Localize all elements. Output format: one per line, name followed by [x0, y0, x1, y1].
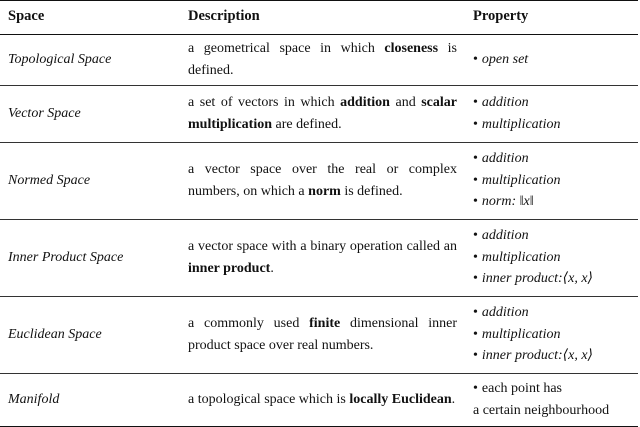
space-name: Euclidean Space	[0, 296, 182, 373]
space-name: Inner Product Space	[0, 219, 182, 296]
property-item	[473, 49, 638, 71]
bullet-icon: •	[473, 271, 478, 287]
header-row	[0, 1, 638, 35]
property-text: each point has	[481, 381, 562, 396]
property-list	[473, 49, 638, 71]
bullet-icon: •	[473, 326, 478, 342]
space-description	[182, 296, 465, 373]
description-segment: dimensional inner product space over real numbers.	[188, 316, 458, 353]
table-header	[0, 1, 638, 35]
property-text: inner product:⟨x, x⟩	[481, 271, 594, 287]
space-name: Topological Space	[0, 34, 182, 85]
space-name: Normed Space	[0, 142, 182, 219]
space-name: Vector Space	[0, 85, 182, 142]
property-item	[473, 191, 638, 213]
space-properties	[465, 219, 638, 296]
property-text: norm: ‖x‖	[481, 194, 534, 210]
bullet-icon: •	[473, 51, 478, 67]
table-row	[0, 85, 638, 142]
space-properties	[465, 85, 638, 142]
property-item	[473, 302, 638, 324]
description-segment: is defined.	[340, 183, 403, 199]
description-segment: a vector space with a binary operation called an	[188, 239, 457, 254]
description-segment: a commonly used	[188, 316, 310, 331]
property-item	[473, 225, 638, 247]
property-text: multiplication	[481, 249, 561, 265]
header-space: Space	[0, 1, 182, 35]
property-text: addition	[481, 305, 529, 321]
space-description	[182, 85, 465, 142]
description-segment: a set of vectors in which	[188, 95, 341, 110]
bullet-icon: •	[473, 249, 478, 265]
property-list	[473, 225, 638, 290]
property-text: open set	[481, 51, 529, 67]
space-description	[182, 142, 465, 219]
description-segment: a vector space over the real or complex numbers, on which a	[188, 162, 457, 199]
property-list	[473, 378, 638, 421]
description-keyword: inner product	[188, 260, 271, 276]
table-row	[0, 373, 638, 426]
property-item	[473, 247, 638, 269]
header-property: Property	[465, 1, 638, 35]
table-row	[0, 296, 638, 373]
bullet-icon: •	[473, 305, 478, 321]
description-keyword: norm	[308, 183, 341, 199]
property-item	[473, 324, 638, 346]
description-text	[188, 392, 455, 407]
property-item	[473, 114, 638, 136]
description-keyword: addition	[340, 95, 390, 110]
table-body	[0, 34, 638, 426]
property-item	[473, 92, 638, 114]
description-segment: and	[389, 95, 422, 110]
bullet-icon: •	[473, 228, 478, 244]
property-item	[473, 170, 638, 192]
description-text	[188, 41, 457, 78]
description-keyword: locally Euclidean	[349, 391, 452, 407]
space-properties	[465, 34, 638, 85]
property-list	[473, 302, 638, 367]
property-text: addition	[481, 151, 529, 167]
header-description: Description	[182, 1, 465, 35]
bullet-icon: •	[473, 194, 478, 210]
property-text: multiplication	[481, 326, 561, 342]
bullet-icon: •	[473, 348, 478, 364]
bullet-icon: •	[473, 116, 478, 132]
property-text: addition	[481, 95, 529, 110]
property-text: multiplication	[481, 172, 561, 188]
property-item	[473, 400, 638, 422]
description-segment: a geometrical space in which	[188, 41, 385, 56]
space-description	[182, 373, 465, 426]
bullet-icon: •	[473, 151, 478, 167]
description-text	[188, 239, 457, 276]
description-text	[188, 316, 457, 353]
property-item	[473, 268, 638, 290]
property-list	[473, 148, 638, 213]
description-segment: a topological space which is	[188, 391, 350, 407]
space-properties	[465, 142, 638, 219]
property-text: a certain neighbourhood	[473, 402, 610, 418]
description-keyword: closeness	[384, 41, 439, 56]
property-list	[473, 92, 638, 135]
property-item	[473, 148, 638, 170]
bullet-icon: •	[473, 95, 478, 110]
description-text	[188, 95, 457, 132]
description-segment: is defined.	[188, 41, 457, 78]
bullet-icon: •	[473, 381, 478, 396]
description-keyword: scalar multiplication	[188, 95, 457, 132]
space-name: Manifold	[0, 373, 182, 426]
description-keyword: finite	[309, 316, 341, 331]
description-segment: .	[270, 260, 274, 276]
property-text: addition	[481, 228, 529, 244]
table-row	[0, 219, 638, 296]
description-text	[188, 162, 457, 199]
space-properties	[465, 373, 638, 426]
description-segment: are defined.	[272, 116, 342, 132]
table-row	[0, 34, 638, 85]
space-description	[182, 34, 465, 85]
property-text: multiplication	[481, 116, 561, 132]
property-text: inner product:⟨x, x⟩	[481, 348, 594, 364]
space-properties	[465, 296, 638, 373]
property-item	[473, 345, 638, 367]
bullet-icon: •	[473, 172, 478, 188]
description-segment: .	[451, 391, 456, 407]
table-row	[0, 142, 638, 219]
property-item	[473, 378, 638, 400]
space-description	[182, 219, 465, 296]
